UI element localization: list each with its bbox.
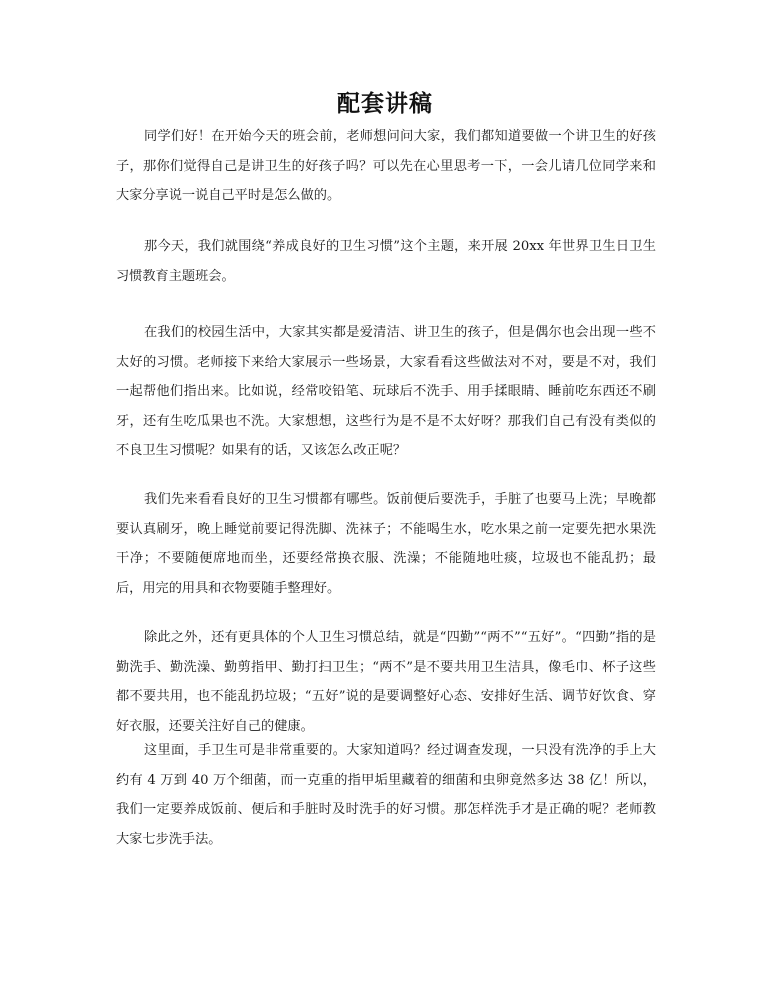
page-title: 配套讲稿 <box>337 90 433 117</box>
paragraph-good-habits: 我们先来看看良好的卫生习惯都有哪些。饭前便后要洗手，手脏了也要马上洗；早晚都要认真刷牙，晚上睡觉前要记得洗脚、洗袜子；不能喝生水，吃水果之前一定要先把水果洗干净；不要随便席地而坐，还要经常换衣服、洗澡；不能随地吐痰，垃圾也不能乱扔；最后，用完的用具和衣物要随手整理好。 <box>116 492 656 596</box>
paragraph-habit-summary: 除此之外，还有更具体的个人卫生习惯总结，就是“四勤”“两不”“五好”。“四勤”指的是勤洗手、勤洗澡、勤剪指甲、勤打扫卫生；“两不”是不要共用卫生洁具，像毛巾、杯子这些都不要共用，也不能乱扔垃圾；“五好”说的是要调整好心态、安排好生活、调节好饮食、穿好衣服，还要关注好自己的健康。 <box>116 630 656 734</box>
paragraph-bad-habits: 在我们的校园生活中，大家其实都是爱清洁、讲卫生的孩子，但是偶尔也会出现一些不太好的习惯。老师接下来给大家展示一些场景，大家看看这些做法对不对，要是不对，我们一起帮他们指出来。比如说，经常咬铅笔、玩球后不洗手、用手揉眼睛、睡前吃东西还不刷牙，还有生吃瓜果也不洗。大家想想，这些行为是不是不太好呀？那我们自己有没有类似的不良卫生习惯呢？如果有的话，又该怎么改正呢？ <box>116 325 656 458</box>
paragraph-greeting: 同学们好！在开始今天的班会前，老师想问问大家，我们都知道要做一个讲卫生的好孩子，那你们觉得自己是讲卫生的好孩子吗？可以先在心里思考一下，一会儿请几位同学来和大家分享说一说自己平时是怎么做的。 <box>116 129 656 203</box>
paragraph-theme: 那今天，我们就围绕“养成良好的卫生习惯”这个主题，来开展 20xx 年世界卫生日卫生习惯教育主题班会。 <box>116 239 656 284</box>
paragraph-hand-hygiene: 这里面，手卫生可是非常重要的。大家知道吗？经过调查发现，一只没有洗净的手上大约有 4 万到 40 万个细菌，而一克重的指甲垢里藏着的细菌和虫卵竟然多达 38 亿！所以，我们一定要养成饭前、便后和手脏时及时洗手的好习惯。那怎样洗手才是正确的呢？老师教大家七步洗手法。 <box>116 743 656 847</box>
